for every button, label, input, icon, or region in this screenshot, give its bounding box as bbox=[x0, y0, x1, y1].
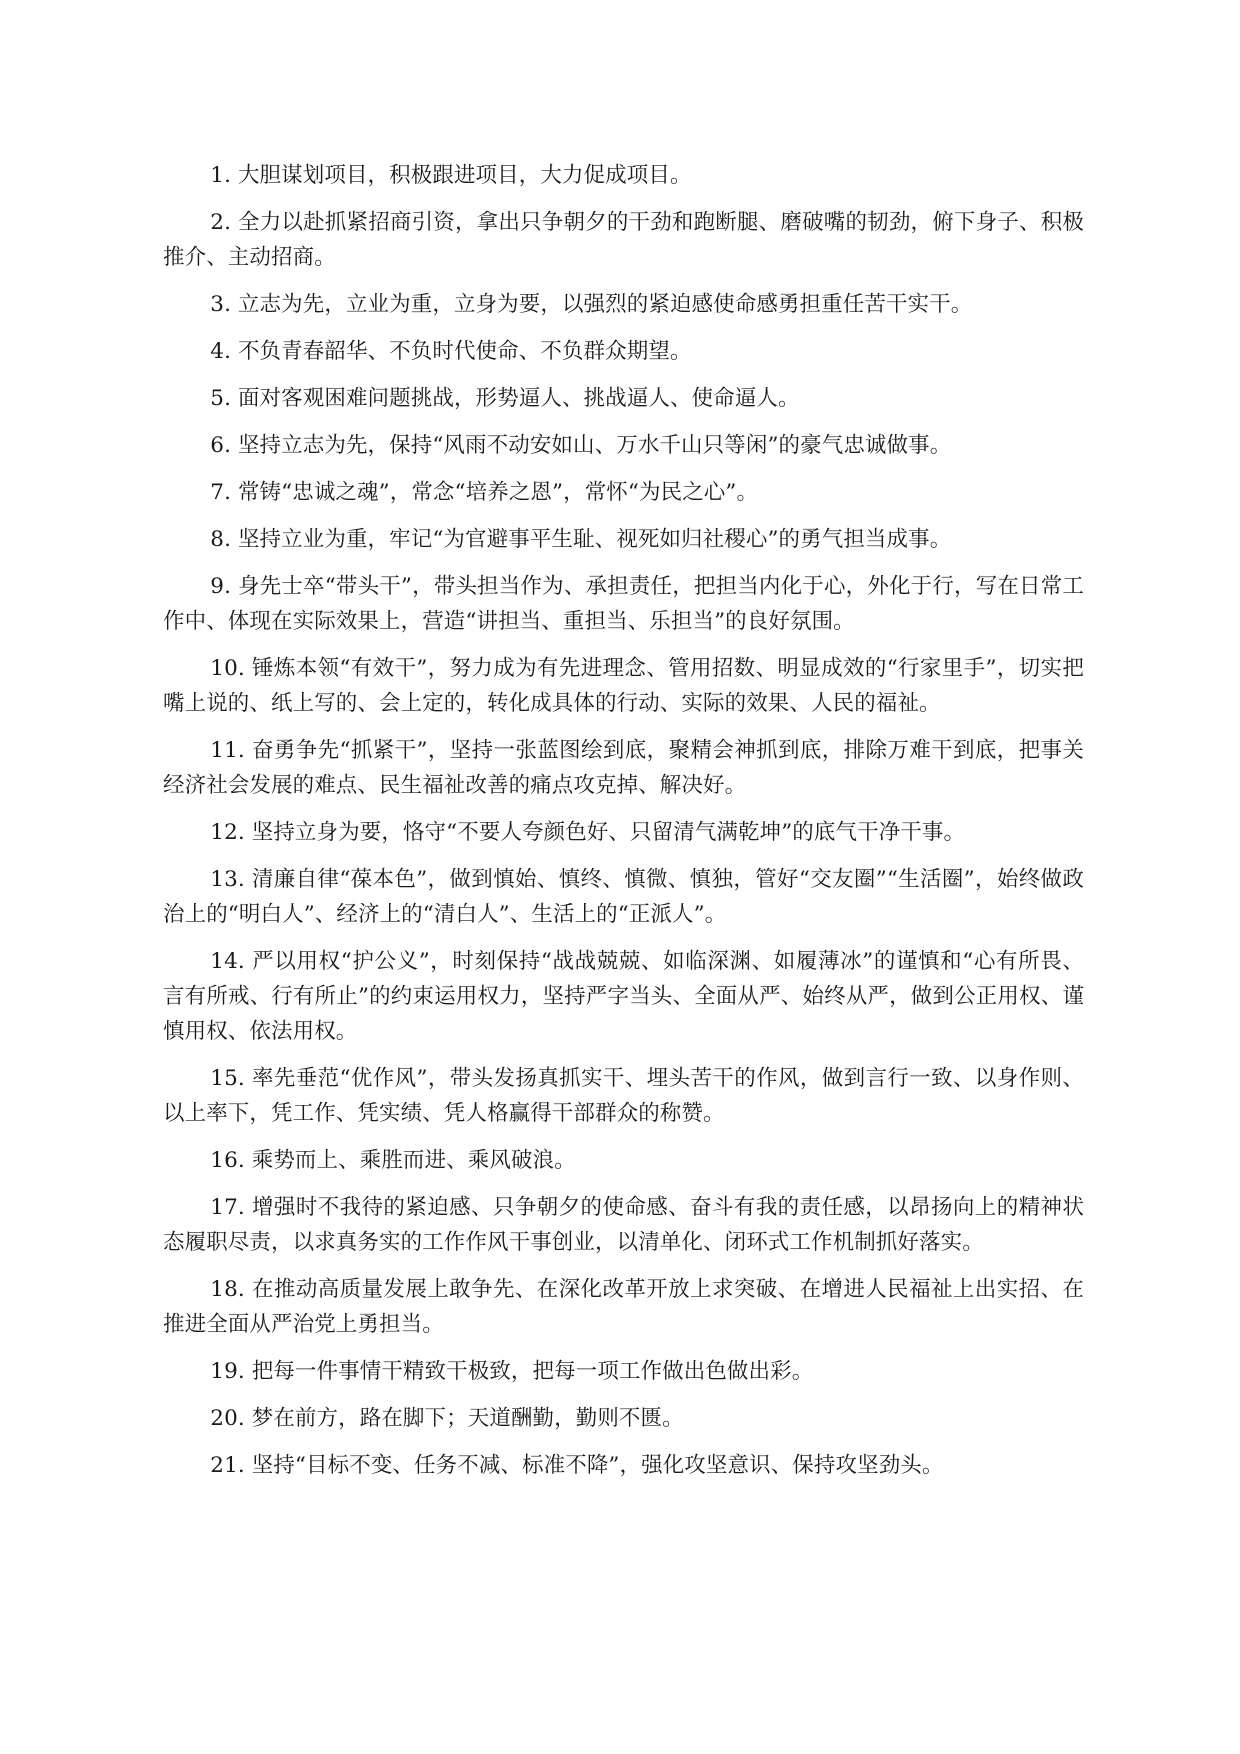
list-item: 15. 率先垂范“优作风”，带头发扬真抓实干、埋头苦干的作风，做到言行一致、以身作则、以上率下，凭工作、凭实绩、凭人格赢得干部群众的称赞。 bbox=[163, 1066, 1084, 1126]
list-item: 21. 坚持“目标不变、任务不减、标准不降”，强化攻坚意识、保持攻坚劲头。 bbox=[210, 1453, 944, 1478]
list-item: 17. 增强时不我待的紧迫感、只争朝夕的使命感、奋斗有我的责任感，以昂扬向上的精神状态履职尽责，以求真务实的工作作风干事创业，以清单化、闭环式工作机制抓好落实。 bbox=[163, 1195, 1084, 1255]
list-item: 8. 坚持立业为重，牢记“为官避事平生耻、视死如归社稷心”的勇气担当成事。 bbox=[210, 527, 952, 552]
list-item: 10. 锤炼本领“有效干”，努力成为有先进理念、管用招数、明显成效的“行家里手”，切实把嘴上说的、纸上写的、会上定的，转化成具体的行动、实际的效果、人民的福祉。 bbox=[163, 656, 1084, 716]
list-item: 2. 全力以赴抓紧招商引资，拿出只争朝夕的干劲和跑断腿、磨破嘴的韧劲，俯下身子、积极推介、主动招商。 bbox=[163, 210, 1084, 270]
list-item: 5. 面对客观困难问题挑战，形势逼人、挑战逼人、使命逼人。 bbox=[210, 386, 800, 411]
list-item: 1. 大胆谋划项目，积极跟进项目，大力促成项目。 bbox=[210, 163, 692, 188]
list-item: 4. 不负青春韶华、不负时代使命、不负群众期望。 bbox=[210, 339, 692, 364]
list-item: 20. 梦在前方，路在脚下；天道酬勤，勤则不匮。 bbox=[210, 1406, 684, 1431]
list-item: 11. 奋勇争先“抓紧干”，坚持一张蓝图绘到底，聚精会神抓到底，排除万难干到底，把事关经济社会发展的难点、民生福祉改善的痛点攻克掉、解决好。 bbox=[163, 738, 1084, 798]
list-item: 3. 立志为先，立业为重，立身为要，以强烈的紧迫感使命感勇担重任苦干实干。 bbox=[210, 292, 973, 317]
item-list bbox=[163, 158, 1084, 1483]
list-item: 16. 乘势而上、乘胜而进、乘风破浪。 bbox=[210, 1148, 576, 1173]
list-item: 19. 把每一件事情干精致干极致，把每一项工作做出色做出彩。 bbox=[210, 1359, 814, 1384]
list-item: 14. 严以用权“护公义”，时刻保持“战战兢兢、如临深渊、如履薄冰”的谨慎和“心有所畏、言有所戒、行有所止”的约束运用权力，坚持严字当头、全面从严、始终从严，做到公正用权、谨慎用权、依法用权。 bbox=[163, 949, 1084, 1044]
list-item: 13. 清廉自律“葆本色”，做到慎始、慎终、慎微、慎独，管好“交友圈”“生活圈”，始终做政治上的“明白人”、经济上的“清白人”、生活上的“正派人”。 bbox=[163, 867, 1084, 927]
list-item: 7. 常铸“忠诚之魂”，常念“培养之恩”，常怀“为民之心”。 bbox=[210, 480, 759, 505]
list-item: 9. 身先士卒“带头干”，带头担当作为、承担责任，把担当内化于心，外化于行，写在日常工作中、体现在实际效果上，营造“讲担当、重担当、乐担当”的良好氛围。 bbox=[163, 574, 1084, 634]
list-item: 6. 坚持立志为先，保持“风雨不动安如山、万水千山只等闲”的豪气忠诚做事。 bbox=[210, 433, 952, 458]
list-item: 18. 在推动高质量发展上敢争先、在深化改革开放上求突破、在增进人民福祉上出实招、在推进全面从严治党上勇担当。 bbox=[163, 1277, 1084, 1337]
list-item: 12. 坚持立身为要，恪守“不要人夸颜色好、只留清气满乾坤”的底气干净干事。 bbox=[210, 820, 966, 845]
